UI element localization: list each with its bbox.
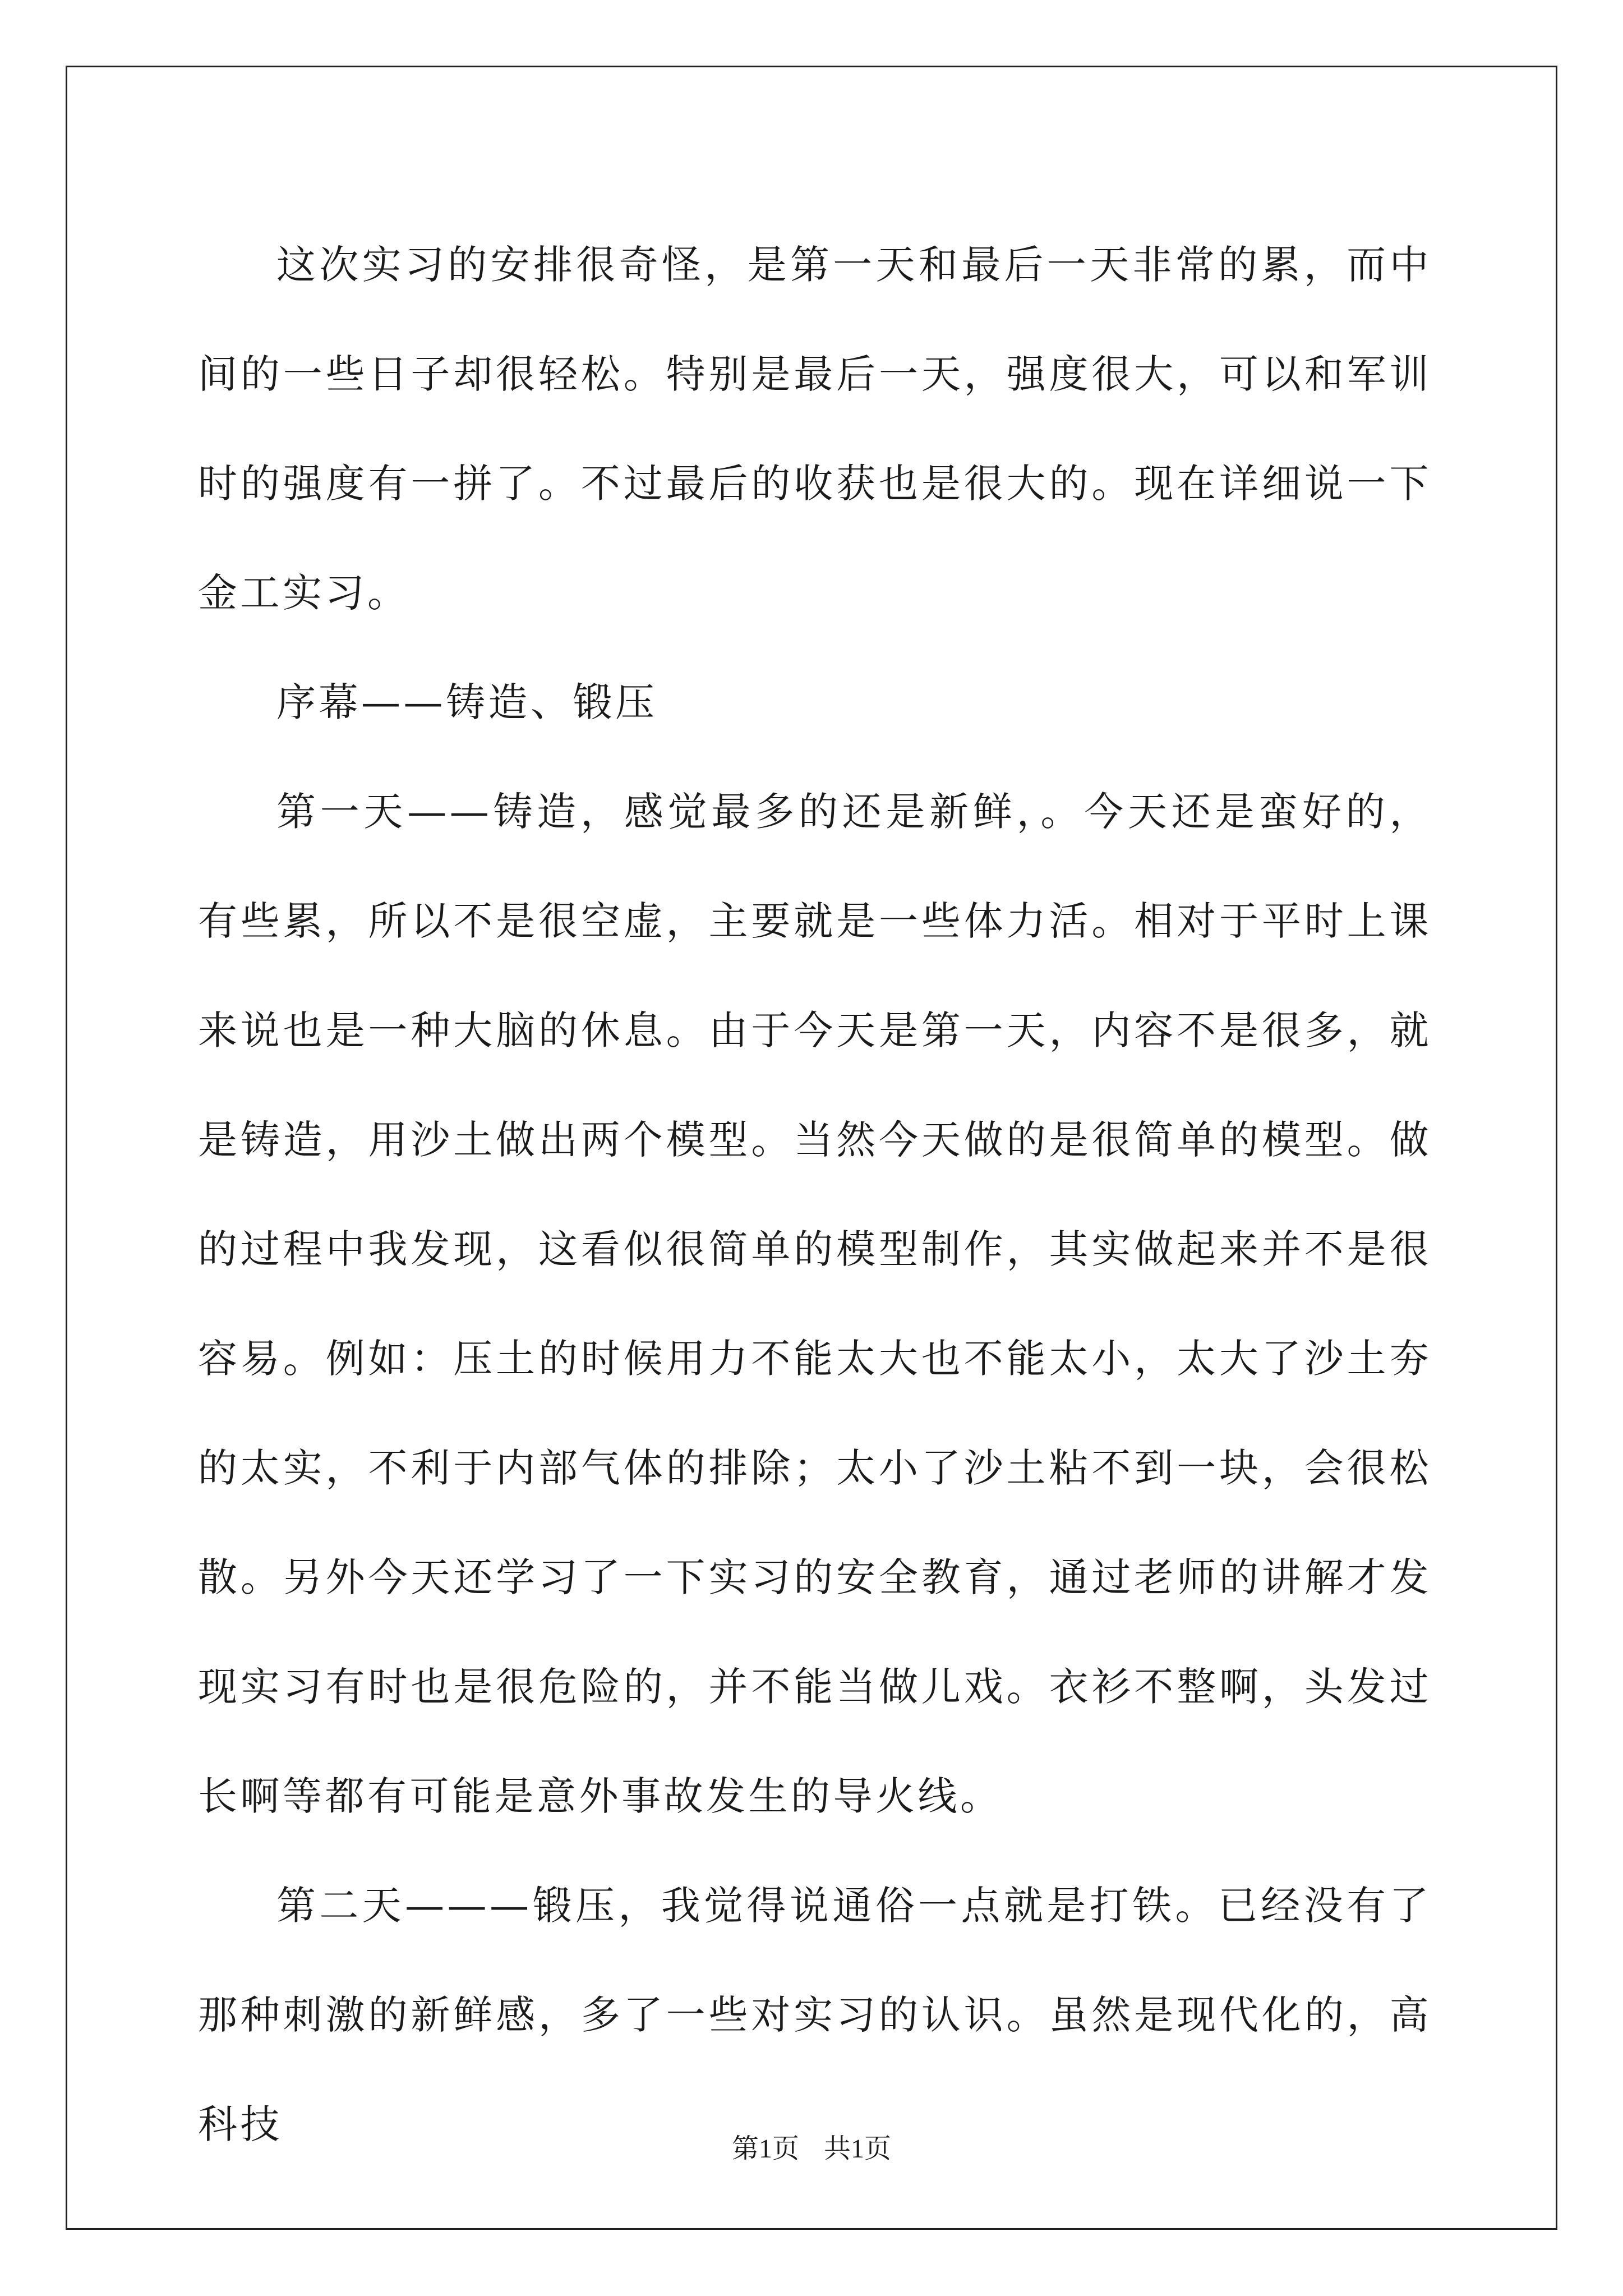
page-total: 共1页 bbox=[824, 2134, 892, 2164]
section-heading: 序幕——铸造、锻压 bbox=[276, 679, 658, 725]
paragraph-day-one: 第一天——铸造，感觉最多的还是新鲜，。今天还是蛮好的，有些累，所以不是很空虚，主要就是一些体力活。相对于平时上课来说也是一种大脑的休息。由于今天是第一天，内容不是很多，就是铸造，用沙土做出两个模型。当然今天做的是很简单的模型。做的过程中我发现，这看似很简单的模型制作，其实做起来并不是很容易。例如：压土的时候用力不能太大也不能太小，太大了沙土夯的太实，不利于内部气体的排除；太小了沙土粘不到一块，会很松散。另外今天还学习了一下实习的安全教育，通过老师的讲解才发现实习有时也是很危险的，并不能当做儿戏。衣衫不整啊，头发过长啊等都有可能是意外事故发生的导火线。 bbox=[198, 789, 1432, 1819]
page-number: 第1页 bbox=[731, 2134, 799, 2164]
paragraph-day-two: 第二天———锻压，我觉得说通俗一点就是打铁。已经没有了那种刺激的新鲜感，多了一些对实习的认识。虽然是现代化的，高科技 bbox=[198, 1883, 1432, 2147]
document-body bbox=[198, 210, 1432, 2179]
page-footer bbox=[0, 2132, 1623, 2166]
paragraph-intro: 这次实习的安排很奇怪，是第一天和最后一天非常的累，而中间的一些日子却很轻松。特别是最后一天，强度很大，可以和军训时的强度有一拼了。不过最后的收获也是很大的。现在详细说一下金工实习。 bbox=[198, 242, 1432, 616]
